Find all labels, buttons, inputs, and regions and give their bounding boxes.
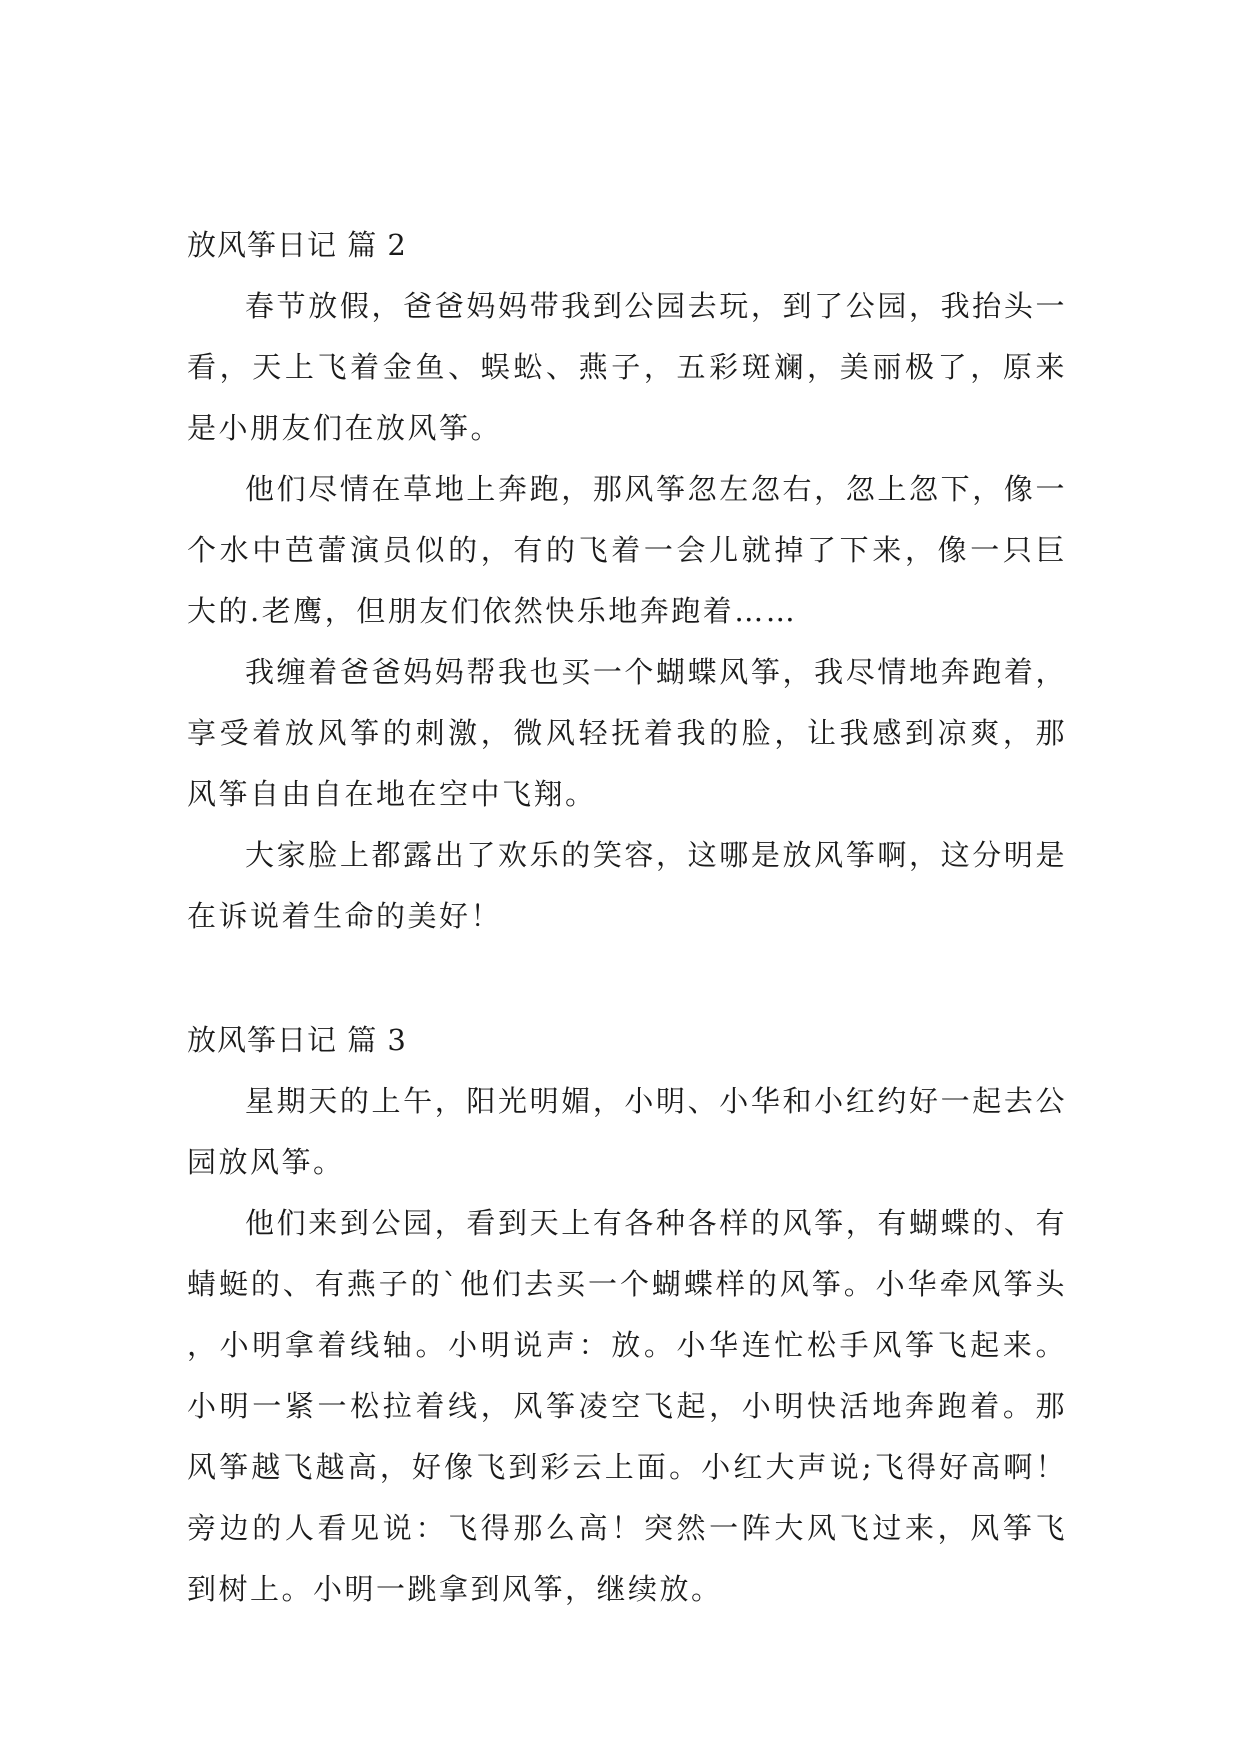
section-heading: 放风筝日记 篇 2: [187, 228, 407, 262]
paragraph: 他们尽情在草地上奔跑，那风筝忽左忽右，忽上忽下，像一个水中芭蕾演员似的，有的飞着一会儿就掉了下来，像一只巨大的.老鹰，但朋友们依然快乐地奔跑着……: [187, 472, 1067, 628]
paragraph: 我缠着爸爸妈妈帮我也买一个蝴蝶风筝，我尽情地奔跑着，享受着放风筝的刺激，微风轻抚着我的脸，让我感到凉爽，那风筝自由自在地在空中飞翔。: [187, 655, 1067, 811]
diary-section-3: [187, 1009, 1067, 1620]
paragraph: 他们来到公园，看到天上有各种各样的风筝，有蝴蝶的、有蜻蜓的、有燕子的`他们去买一个蝴蝶样的风筝。小华牵风筝头，小明拿着线轴。小明说声：放。小华连忙松手风筝飞起来。小明一紧一松拉着线，风筝凌空飞起，小明快活地奔跑着。那风筝越飞越高，好像飞到彩云上面。小红大声说;飞得好高啊！旁边的人看见说：飞得那么高！突然一阵大风飞过来，风筝飞到树上。小明一跳拿到风筝，继续放。: [187, 1206, 1067, 1606]
section-heading: 放风筝日记 篇 3: [187, 1023, 407, 1057]
document-body: [187, 214, 1067, 1620]
paragraph: 大家脸上都露出了欢乐的笑容，这哪是放风筝啊，这分明是在诉说着生命的美好！: [187, 838, 1067, 933]
paragraph: 星期天的上午，阳光明媚，小明、小华和小红约好一起去公园放风筝。: [187, 1084, 1067, 1179]
paragraph: 春节放假，爸爸妈妈带我到公园去玩，到了公园，我抬头一看，天上飞着金鱼、蜈蚣、燕子，五彩斑斓，美丽极了，原来是小朋友们在放风筝。: [187, 289, 1067, 445]
diary-section-2: [187, 214, 1067, 947]
